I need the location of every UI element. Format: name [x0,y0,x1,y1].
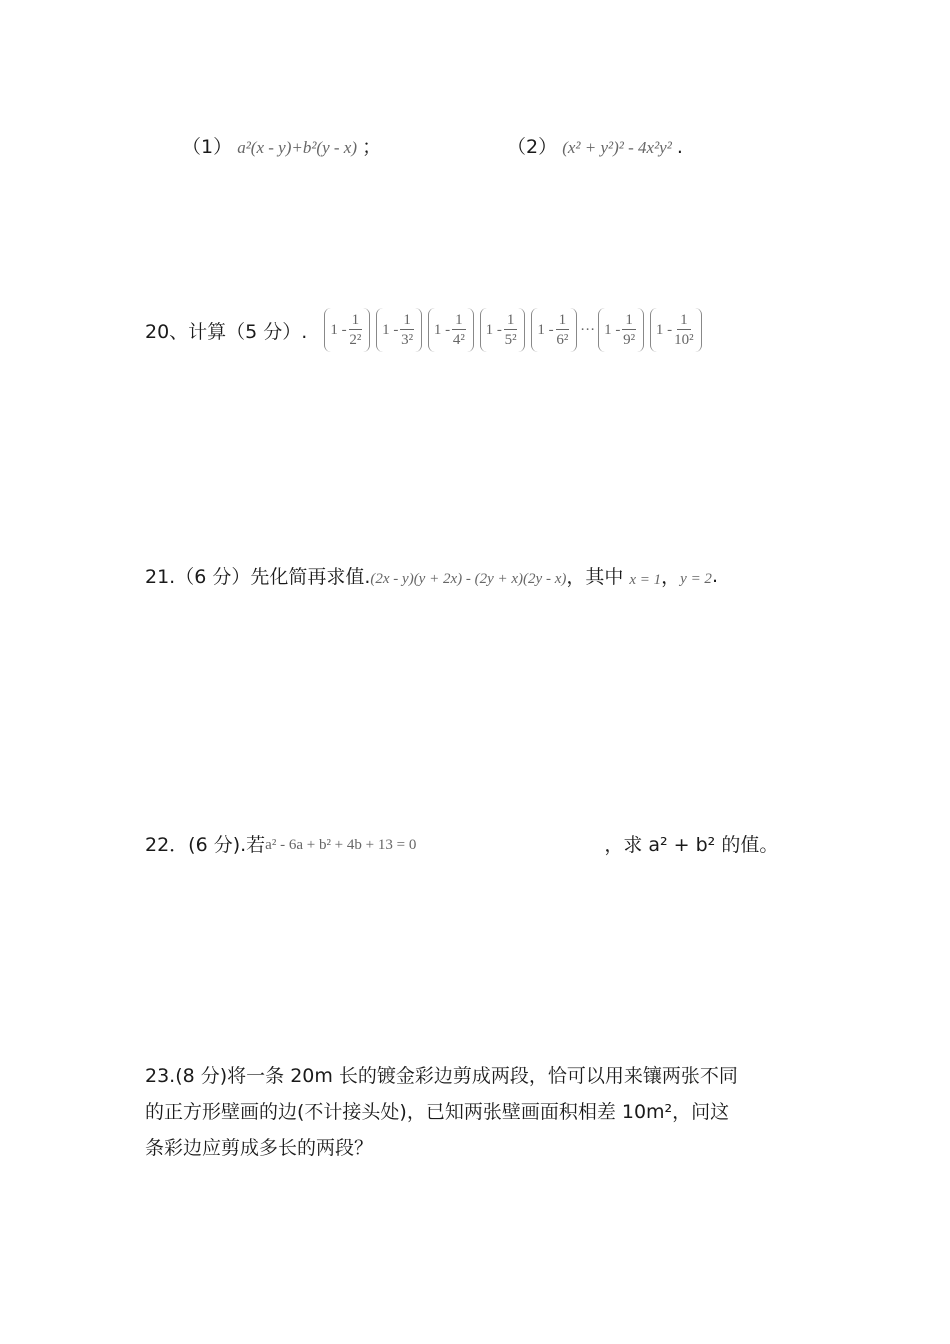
product-term [428,308,474,352]
question-20 [145,308,705,352]
question-1-expression: a²(x - y)+b²(y - x) [237,138,358,157]
question-21-end: . [711,564,718,587]
term-fraction [622,311,636,350]
term-one: 1 - [433,321,451,338]
condition-x: x = 1 [629,572,662,588]
product-term [531,308,577,352]
question-21-expression: (2x - y)(y + 2x) - (2y + x)(2y - x) [370,571,567,587]
question-1 [182,132,381,159]
question-21-mid: ，其中 [566,566,624,588]
product-term [376,308,422,352]
question-1-label: （1） [182,136,233,158]
term-fraction [504,311,518,350]
fraction-numerator: 1 [556,311,570,330]
product-term [480,308,526,352]
term-fraction [556,311,570,350]
question-22-label: 22．(6 分).若 [145,834,266,856]
ellipsis: ··· [580,321,596,338]
product-term [324,308,370,352]
term-fraction [674,311,694,350]
fraction-numerator: 1 [452,311,466,330]
question-2-expression: (x² + y²)² - 4x²y² [562,138,672,157]
fraction-denominator: 4² [452,331,465,348]
fraction-numerator: 1 [400,311,414,330]
question-22 [145,830,778,857]
question-1-end: ； [362,136,382,158]
question-20-label: 20、计算（5 分）. [145,320,308,343]
term-one: 1 - [655,321,673,338]
question-23-line: 条彩边应剪成多长的两段？ [145,1137,374,1159]
question-22-tail: ，求 a² + b² 的值。 [604,834,779,856]
question-2-label: （2） [507,136,558,158]
product-term [650,308,702,352]
fraction-numerator: 1 [622,311,636,330]
fraction-denominator: 6² [556,331,569,348]
question-23-line: 的正方形壁画的边(不计接头处)，已知两张壁画面积相差 10m²，问这 [145,1101,730,1123]
question-2-end: . [676,136,683,158]
term-one: 1 - [485,321,502,338]
fraction-denominator: 5² [504,331,517,348]
fraction-numerator: 1 [504,311,518,330]
fraction-denominator: 9² [623,331,636,348]
question-21-label: 21.（6 分）先化简再求值. [145,566,371,588]
condition-y: y = 2 [680,571,712,587]
term-one: 1 - [604,321,621,338]
question-23-line: 23.(8 分)将一条 20m 长的镀金彩边剪成两段，恰可以用来镶两张不同 [145,1065,738,1087]
product-term [598,308,644,352]
question-22-expression: a² - 6a + b² + 4b + 13 = 0 [265,837,417,853]
question-21 [145,562,718,589]
term-one: 1 - [330,321,347,338]
fraction-denominator: 2² [349,331,362,348]
term-fraction [452,311,466,350]
fraction-numerator: 1 [349,311,363,330]
fraction-denominator: 3² [401,331,414,348]
question-23 [145,1058,825,1166]
term-one: 1 - [382,321,399,338]
fraction-denominator: 10² [674,331,694,348]
fraction-numerator: 1 [677,311,691,330]
question-21-sep: ， [661,566,681,588]
term-fraction [349,311,363,350]
question-2 [507,132,683,159]
term-one: 1 - [537,321,554,338]
term-fraction [400,311,414,350]
